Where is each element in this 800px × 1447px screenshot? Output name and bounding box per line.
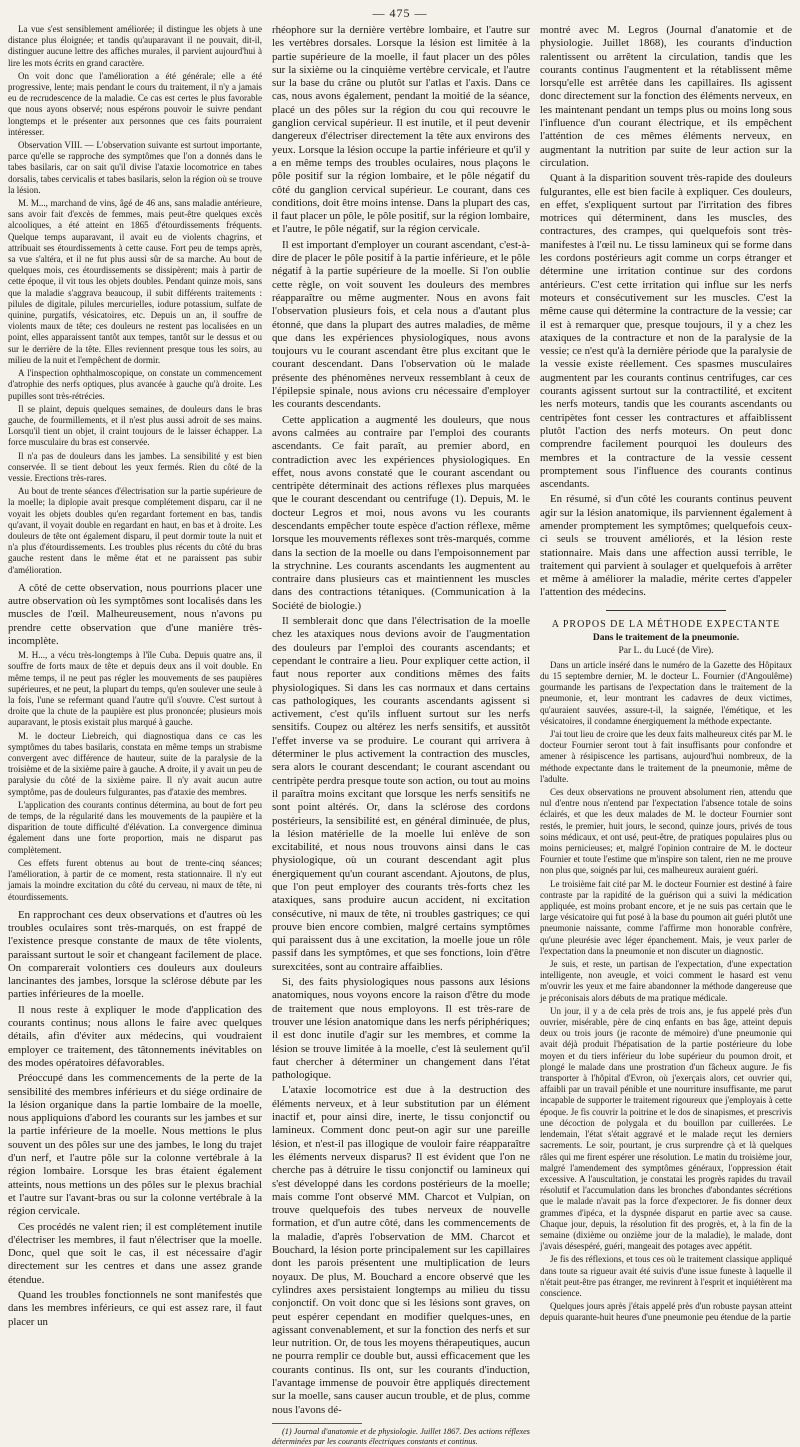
- paragraph: Il n'a pas de douleurs dans les jambes. La sensibilité y est bien conservée. Il se tient debout les yeux fermés. Rien du côté de la vessie. Erections très-rares.: [8, 450, 262, 483]
- article-subheading: Dans le traitement de la pneumonie.: [592, 632, 740, 643]
- paragraph: En résumé, si d'un côté les courants continus peuvent agir sur la lésion anatomique, ils parviennent également à amender promptement les symptômes; quelquefois ceux-ci seuls se trouvent améliorés, et la lésion reste stationnaire. Mais dans une affection aussi terrible, le traitement qui parvient à soulager et quelquefois à arrêter et même à améliorer la maladie, mérite certes d'appeler l'attention des médecins.: [540, 493, 792, 599]
- paragraph: Quelques jours après j'étais appelé près d'un robuste paysan atteint depuis quarante-huit heures d'une pneumonie peu étendue de la partie: [540, 1301, 792, 1323]
- page-number: — 475 —: [372, 6, 428, 20]
- paragraph: J'ai tout lieu de croire que les deux faits malheureux cités par M. le docteur Fournier seront tout à fait insuffisants pour confondre et amener à résipiscence les partisans, aujourd'hui nombreux, de la méthode expectante dans le traitement de la pneumonie, même de l'adulte.: [540, 728, 792, 784]
- column-3: [540, 24, 792, 1323]
- paragraph: L'application des courants continus détermina, au bout de fort peu de temps, de la régularité dans les mouvements de la paupière et la disparition de toute difficulté d'élévation. La convergence diminua également dans une forte proportion, mais ne disparut pas complètement.: [8, 799, 262, 855]
- paragraph: Il se plaint, depuis quelques semaines, de douleurs dans le bras gauche, de fourmillements, et il n'est plus aussi adroit de ses mains. Lorsqu'il tient un objet, il craint toujours de le laisser échapper. La force musculaire du bras est conservée.: [8, 403, 262, 448]
- paragraph: M. le docteur Liebreich, qui diagnostiqua dans ce cas les symptômes du tabes basilaris, constata en même temps un strabisme convergent avec différence de hauteur, suite de la paralysie de la troisième et de la sixième paire à gauche. A droite, il y avait un peu de paralysie du côté de la sixième paire. Il n'y avait aucun autre symptôme, pas de douleurs fulgurantes, pas d'ataxie des membres.: [8, 730, 262, 797]
- paragraph: On voit donc que l'amélioration a été générale; elle a été progressive, lente; mais pendant le cours du traitement, il n'y a jamais eu de recrudescence de la maladie. Ce cas est certes le plus favorable que nous ayons observé; nous espérons pouvoir le suivre pendant longtemps et le présenter aux personnes que ces faits pourraient intéresser.: [8, 70, 262, 137]
- paragraph: Ces effets furent obtenus au bout de trente-cinq séances; l'amélioration, à partir de ce moment, resta stationnaire. Il n'y eut jamais la moindre excitation du côté du cerveau, ni maux de tête, ni étourdissements.: [8, 857, 262, 902]
- paragraph: Au bout de trente séances d'électrisation sur la partie supérieure de la moelle; la diplopie avait presque complétement disparu, car il ne voyait les objets doubles qu'en regardant fortement en bas, tandis qu'avant, il voyait double en regardant en haut, en bas et à droite. Les douleurs de tête ont également disparu, il peut dormir toute la nuit et n'a plus d'étourdissements. Les troubles plus récents du côté du bras gauche restent dans le même état et ne paraissent pas subir d'amélioration.: [8, 486, 262, 575]
- paragraph: Observation VIII. — L'observation suivante est surtout importante, parce qu'elle se rapproche des symptômes que l'on a donnés dans le tabes basilaris, car on sait qu'il divise l'ataxie locomotrice en tabes dorsalis, tabes cervicalis et tabes basilaris, selon la région où se trouve la lésion.: [8, 140, 262, 195]
- article-heading: A PROPOS DE LA MÉTHODE EXPECTANTE: [551, 618, 781, 630]
- column-1: [8, 24, 262, 1328]
- paragraph: M. M..., marchand de vins, âgé de 46 ans, sans maladie antérieure, sans avoir fait d'excès de femmes, mais peut-être quelques excès alcooliques, a été atteint en 1865 d'étourdissements fréquents. Quelque temps auparavant, il avait eu de violents chagrins, et attribuait ses étourdissements à cette cause. Fort peu de temps après, sa vue s'altéra, et il ne fut plus aussi sûr de sa marche. Au bout de quelques mois, ces étourdissements se dissipèrent; mais à partir de cette époque, il vit tous les objets doubles. Pendant quinze mois, sans que la maladie s'aggrava beaucoup, il subit différents traitements : pilules de digitale, pilules mercurielles, iodure potassium, sulfate de quinine, purgatifs, vésicatoires, etc. Depuis un an, il souffre de violents maux de tête; ces douleurs ne restent pas localisées en un point, elles apparaissent tantôt aux tempes, tantôt sur le dessus et ou sur le derrière de la tête. Elles reviennent presque tous les soirs, au milieu de la nuit et l'empêchent de dormir.: [8, 198, 262, 365]
- paragraph: rhéophore sur la dernière vertèbre lombaire, et l'autre sur les vertèbres dorsales. Lorsque la lésion est limitée à la partie supérieure de la moelle, il faut placer un des pôles sur la sixième ou la cinquième vertèbre cervicale, et l'autre sur la base du crâne ou plutôt sur l'atlas et l'axis. Dans ce cas, nous avons également, pendant la moitié de la séance, placé un des pôles sur la région du cou qui recouvre le ganglion cervical supérieur. Il est inutile, et il peut devenir dangereux d'électriser directement la tête aux environs des yeux. Lorsque la lésion occupe la partie inférieure et qu'il y a en même temps des troubles oculaires, nous plaçons le pôle positif sur la région lombaire, et le pôle négatif du côté du ganglion cervical supérieur. Le courant, dans ces conditions, doit être moins intense. Dans la plupart des cas, il faut placer un pôle, le pôle positif, sur la région lombaire, et l'autre, le pôle négatif, sur la région cervicale.: [272, 24, 530, 236]
- paragraph: Ces procédés ne valent rien; il est complétement inutile d'électriser les membres, il faut n'électriser que la moelle. Donc, quel que soit le cas, il est nécessaire d'agir directement sur les centres et dans une assez grande étendue.: [8, 1220, 262, 1286]
- paragraph: Il semblerait donc que dans l'électrisation de la moelle chez les ataxiques nous devions avoir de l'augmentation des douleurs par l'emploi des courants ascendants; et cependant le contraire a lieu. Pour expliquer cette action, il faut nous reporter aux conditions mêmes des faits physiologiques. Si dans les cas normaux et dans certains cas pathologiques, les courants ascendants agissent si activement, c'est qu'ils influent surtout sur les nerfs sensitifs. Coupez ou altérez les nerfs sensitifs, et aussitôt l'effet inverse va se produire. Le courant qui arrivera à déterminer le plus activement la contraction des muscles, sera alors le courant descendant; le courant ascendant ou centripète perdra presque toute son action, ou tout au moins il paraîtra moins excitant que lorsque les nerfs sensitifs ne sont point altérés. Or, dans la sclérose des cordons postérieurs, la sensibilité est, en général diminuée, de plus, la lésion matérielle de la moelle lui enlève de son excitabilité, et nous nous trouvons ainsi dans le cas physiologique, où un courant descendant agit plus énergiquement qu'un courant ascendant. Ajoutons, de plus, que l'on peut employer des courants très-forts chez les ataxiques, sans produire aucun accident, ni excitation consécutive, ni maux de tête, ni troubles gastriques; ce qui prouve bien encore combien, malgré certains symptômes qui paraissent dus à une excitation, la moelle joue un rôle passif dans les symptômes, et que ses fonctions, loin d'être surexcitées, sont au contraire affaiblies.: [272, 615, 530, 973]
- paragraph: Le troisième fait cité par M. le docteur Fournier est destiné à faire contraste par la rapidité de la guérison qui a suivi la médication appliquée, est moins probant encore, et je ne suis pas certain que le large vésicatoire qui fut posé à la base du poumon ait guéri plutôt une pneumonie naissante, comme l'affirme mon honorable confrère, qu'une pleurésie avec léger épanchement. Mais, je veux parler de l'expectation dans la pneumonie et non discuter un diagnostic.: [540, 878, 792, 956]
- paragraph: Il nous reste à expliquer le mode d'application des courants continus; nous allons le faire avec quelques détails, afin d'éviter aux médecins, qui voudraient employer ce traitement, des tâtonnements inévitables on des modes opératoires défavorables.: [8, 1003, 262, 1069]
- paragraph: A côté de cette observation, nous pourrions placer une autre observation où les symptômes sont localisés dans les muscles de l'œil. Malheureusement, nous n'avons pu prendre cette observation que d'une manière très-incomplète.: [8, 581, 262, 647]
- footnote: (1) Journal d'anatomie et de physiologie. Juillet 1867. Des actions réflexes déterminées par les courants électriques constants et continus.: [272, 1426, 530, 1446]
- paragraph: La vue s'est sensiblement améliorée; il distingue les objets à une distance plus éloignée; et tandis qu'auparavant il ne pouvait, dit-il, distinguer aucune lettre des affiches murales, il parvient aujourd'hui à lire les mots écrits en grand caractère.: [8, 24, 262, 68]
- section-separator: [606, 610, 726, 611]
- paragraph: Je suis, et reste, un partisan de l'expectation, d'une expectation intelligente, non aveugle, et voici comment le hasard est venu m'ouvrir les yeux et me faire abandonner la méthode dangereuse que je préconisais alors débuts de ma pratique médicale.: [540, 959, 792, 1003]
- paragraph: Si, des faits physiologiques nous passons aux lésions anatomiques, nous voyons encore la raison d'être du mode de traitement que nous employons. Il est très-rare de trouver une lésion anatomique dans les nerfs périphériques; il est donc inutile d'agir sur les membres, et comme la lésion se trouve limitée à la moelle, c'est là seulement qu'il faut chercher à déterminer un changement dans l'état pathologique.: [272, 976, 530, 1082]
- paragraph: M. H..., a vécu très-longtemps à l'île Cuba. Depuis quatre ans, il souffre de forts maux de tête et depuis deux ans il voit double. En même temps, il ne peut pas régler les mouvements de ses paupières supérieures, et ne peut, la plupart du temps, qu'en soulever une seule à la fois, l'une se refermant quand l'autre qu'il s'ouvre. C'est surtout à droite que la chute de la paupière est plus prononcée; plusieurs mois auparavant, le ptosis existait plus marqué à gauche.: [8, 650, 262, 728]
- paragraph: Il est important d'employer un courant ascendant, c'est-à-dire de placer le pôle positif à la partie inférieure, et le pôle négatif à la partie supérieure de la moelle. Si l'on oublie cette règle, on voit souvent les douleurs des membres réapparaître ou même augmenter. Nous en avons fait l'observation plusieurs fois, et cela nous a d'autant plus étonné, que dans la plupart des autres maladies, de même que dans les expériences physiologiques, nous avons toujours vu le courant ascendant être plus excitant que le courant descendant. Dans l'observation où le malade présente des phénomènes nerveux ressemblant à ceux de l'épilepsie spinale, nous avions cru nécessaire d'employer les courants descendants.: [272, 238, 530, 411]
- column-2: [272, 24, 530, 1446]
- paragraph: L'ataxie locomotrice est due à la destruction des éléments nerveux, et à leur substitution par un élément inactif et, pour ainsi dire, inerte, le tissu conjonctif ou lamineux. Comment donc peut-on agir sur une pareille lésion, et n'est-il pas illogique de vouloir faire réapparaître les éléments nerveux disparus? Il est évident que l'on ne cherche pas à détruire le tissu conjonctif ou lamineux qui s'est développé dans les cordons postérieurs de la moelle; mais comme l'ont observé MM. Charcot et Vulpian, on trouve quelquefois des tubes nerveux de nouvelle formation, et d'un autre côté, dans les commencements de la maladie, d'après l'observation de MM. Charcot et Bouchard, la lésion porte principalement sur les capillaires dont les parois présentent une multiplication de leurs noyaux. De plus, M. Bouchard a encore observé que les cylindres axes persistaient longtemps au milieu du tissu conjonctif. On voit donc que si les lésions sont graves, on peut espérer cependant en modifier quelques-unes, en agissant convenablement, et sur la fonction des nerfs et sur leur nutrition. Or, de tous les moyens thérapeutiques, aucun ne pourra remplir ce double but, aussi efficacement que les courants continus. Ils ont, sur les courants d'induction, l'avantage immense de pouvoir être appliqués directement sur la moelle, sans causer aucun trouble, et de plus, comme nous l'avons dé-: [272, 1084, 530, 1416]
- paragraph: Dans un article inséré dans le numéro de la Gazette des Hôpitaux du 15 septembre dernier, M. le docteur L. Fournier (d'Angoulême) gourmande les partisans de l'expectation dans le traitement de la pneumonie, et, leur montrant les cadavres de deux victimes, qu'auraient sauvées, assure-t-il, la saignée, l'émétique, et les vésicatoires, il condamne énergiquement la méthode expectante.: [540, 659, 792, 726]
- paragraph: Je fis des réflexions, et tous ces où le traitement classique appliqué dans toute sa rigueur avait été suivis d'une issue funeste à laquelle il n'était peut-être pas étranger, me revinrent à l'esprit et inquiétèrent ma conscience.: [540, 1254, 792, 1298]
- paragraph: Quant à la disparition souvent très-rapide des douleurs fulgurantes, elle est bien facile à expliquer. Ces douleurs, en effet, s'expliquent surtout par l'irritation des fibres motrices qui déterminent, dans les muscles, des contractures, des crampes, qui quelquefois sont très-manifestes à l'œil nu. Le tissu lamineux qui se forme dans les cordons postérieurs agit comme un corps étranger et détermine une irritation continue sur des cordons antérieurs. C'est cette irritation qui influe sur les nerfs moteurs et consécutivement sur les muscles. C'est la même cause qui détermine la contracture de la vessie; car il est à remarquer que, presque toujours, il y a chez les ataxiques de la contracture et non de la paralysie de la vessie; ce n'est qu'à la dernière période que la paralysie de la vessie existe réellement. Ces spasmes musculaires augmentent par les courants continus centrifuges, car ces courants agissent surtout sur la contractilité, et excitent les nerfs moteurs, tandis que les courants ascendants ou centripètes font cesser les contractures et affaiblissent plutôt l'action des nerfs moteurs. On peut donc comprendre facilement pourquoi les douleurs des membres et la contracture de la vessie cessent promptement sous l'influence des courants continus ascendants.: [540, 172, 792, 491]
- article-byline: Par L. du Lucé (de Vire).: [618, 645, 714, 656]
- paragraph: Ces deux observations ne prouvent absolument rien, attendu que nul d'entre nous n'entend par l'expectation l'absence totale de soins éclairés, et que les deux malades de M. le docteur Fournier sont restés, le premier, huit jours, le second, quinze jours, privés de tous soins médicaux, et ont usé, peut-être, de pratiques populaires plus ou moins pernicieuses; et, malgré l'opinion contraire de M. le docteur Fournier et toute l'estime que m'inspire son talent, rien ne me prouve non plus que, soignés par lui, ces malheureux auraient guéri.: [540, 787, 792, 876]
- paragraph: A l'inspection ophthalmoscopique, on constate un commencement d'atrophie des nerfs optiques, plus avancée à gauche qu'à droite. Les pupilles sont très-rétrécies.: [8, 368, 262, 401]
- footnote-rule: [272, 1423, 362, 1424]
- paragraph: montré avec M. Legros (Journal d'anatomie et de physiologie. Juillet 1868), les courants d'induction ralentissent ou arrêtent la circulation, tandis que les courants continus l'augmentent et la rétablissent même lorsqu'elle est arrêtée dans les capillaires. Ils agissent donc directement sur la fonction des éléments nerveux, en les maintenant pendant un temps plus ou moins long sous l'influence d'un courant électrique, et ils empêchent l'atténtion de ces mêmes éléments nerveux, en augmentant la nutrition par suite de leur action sur la circulation.: [540, 24, 792, 169]
- paragraph: Un jour, il y a de cela près de trois ans, je fus appelé près d'un ouvrier, misérable, père de cinq enfants en bas âge, atteint depuis deux ou trois jours (je raconte de mémoire) d'une pneumonie qui avait déjà produit l'hépatisation de la partie postérieure du lobe moyen et du tiers inférieur du lobe supérieur du poumon droit, et plongé le malade dans une prostration d'un fâcheux augure. Je fis transporter à l'hôpital d'Evron, où j'exerçais alors, cet ouvrier qui, affaibli par un travail pénible et une nourriture insuffisante, me parut incapable de supporter le traitement rigoureux que j'employais à cette époque. Je fis couvrir la poitrine et le dos de sinapismes, et prescrivis une décoction de polygala et du bouillon par cuillerées. Le lendemain, l'état s'était aggravé et le malade reçut les derniers sacrements. Le soir, pourtant, je crus surprendre çà et là quelques râles qui me firent espérer une résolution. Le matin du troisième jour, malgré l'amendement des symptômes généraux, l'oppression était excessive. A l'auscultation, je constatai les progrès rapides du travail résolutif et l'accumulation dans les bronches d'abondantes sécrétions que le malade n'avait pas la force d'expectorer. Je fis donner deux grammes d'ipéca, et la dyspnée disparut en partie avec sa cause. Chaque jour, depuis, la résolution fit des progrès, et, à la fin de la semaine (dixième ou onzième jour de la maladie), le malade, dont j'avais désespéré, guéri, mangeait des potages avec appétit.: [540, 1005, 792, 1252]
- paragraph: Quand les troubles fonctionnels ne sont manifestés que dans les membres inférieurs, ce qui est assez rare, il faut placer un: [8, 1289, 262, 1328]
- paragraph: En rapprochant ces deux observations et d'autres où les troubles oculaires sont très-marqués, on est frappé de l'existence presque constante de maux de tête violents, paraissant surtout le soir et changeant facilement de place. On comparerait volontiers ces douleurs aux douleurs lancinantes des jambes, lorsque la sclérose débute par les parties inférieures de la moelle.: [8, 908, 262, 1001]
- paragraph: Préoccupé dans les commencements de la perte de la sensibilité des membres inférieurs et du siége ordinaire de la lésion organique dans la partie lombaire de la moelle, nous appliquions d'abord les courants sur les jambes et sur la partie inférieure de la moelle. Nous mettions le plus souvent un des pôles sur une des jambes, le long du trajet d'un nerf, et l'autre pôle sur la colonne vertébrale à la région lombaire. Lorsque les bras étaient également atteints, nous mettions un des pôles sur le plexus brachial et l'autre sur l'avant-bras ou sur la colonne vertébrale à la région cervicale.: [8, 1072, 262, 1218]
- paragraph: Cette application a augmenté les douleurs, que nous avons calmées au contraire par l'emploi des courants ascendants. Ce fait paraît, au premier abord, en contradiction avec les expériences physiologiques. En effet, nous avons constaté que le courant ascendant ou centripète déterminait des actions réflexes plus marquées que le courant descendant ou centrifuge (1). Depuis, M. le docteur Legros et moi, nous avons vu les courants descendants empêcher toute espèce d'action réflexe, même lorsque les mouvements réflexes sont très-marqués, comme dans la section de la moelle ou dans l'empoisonnement par la strychnine. Les courants ascendants les augmentent au contraire dans plusieurs cas et maintiennent les muscles dans des contractions tétaniques. (Communication à la Société de biologie.): [272, 413, 530, 612]
